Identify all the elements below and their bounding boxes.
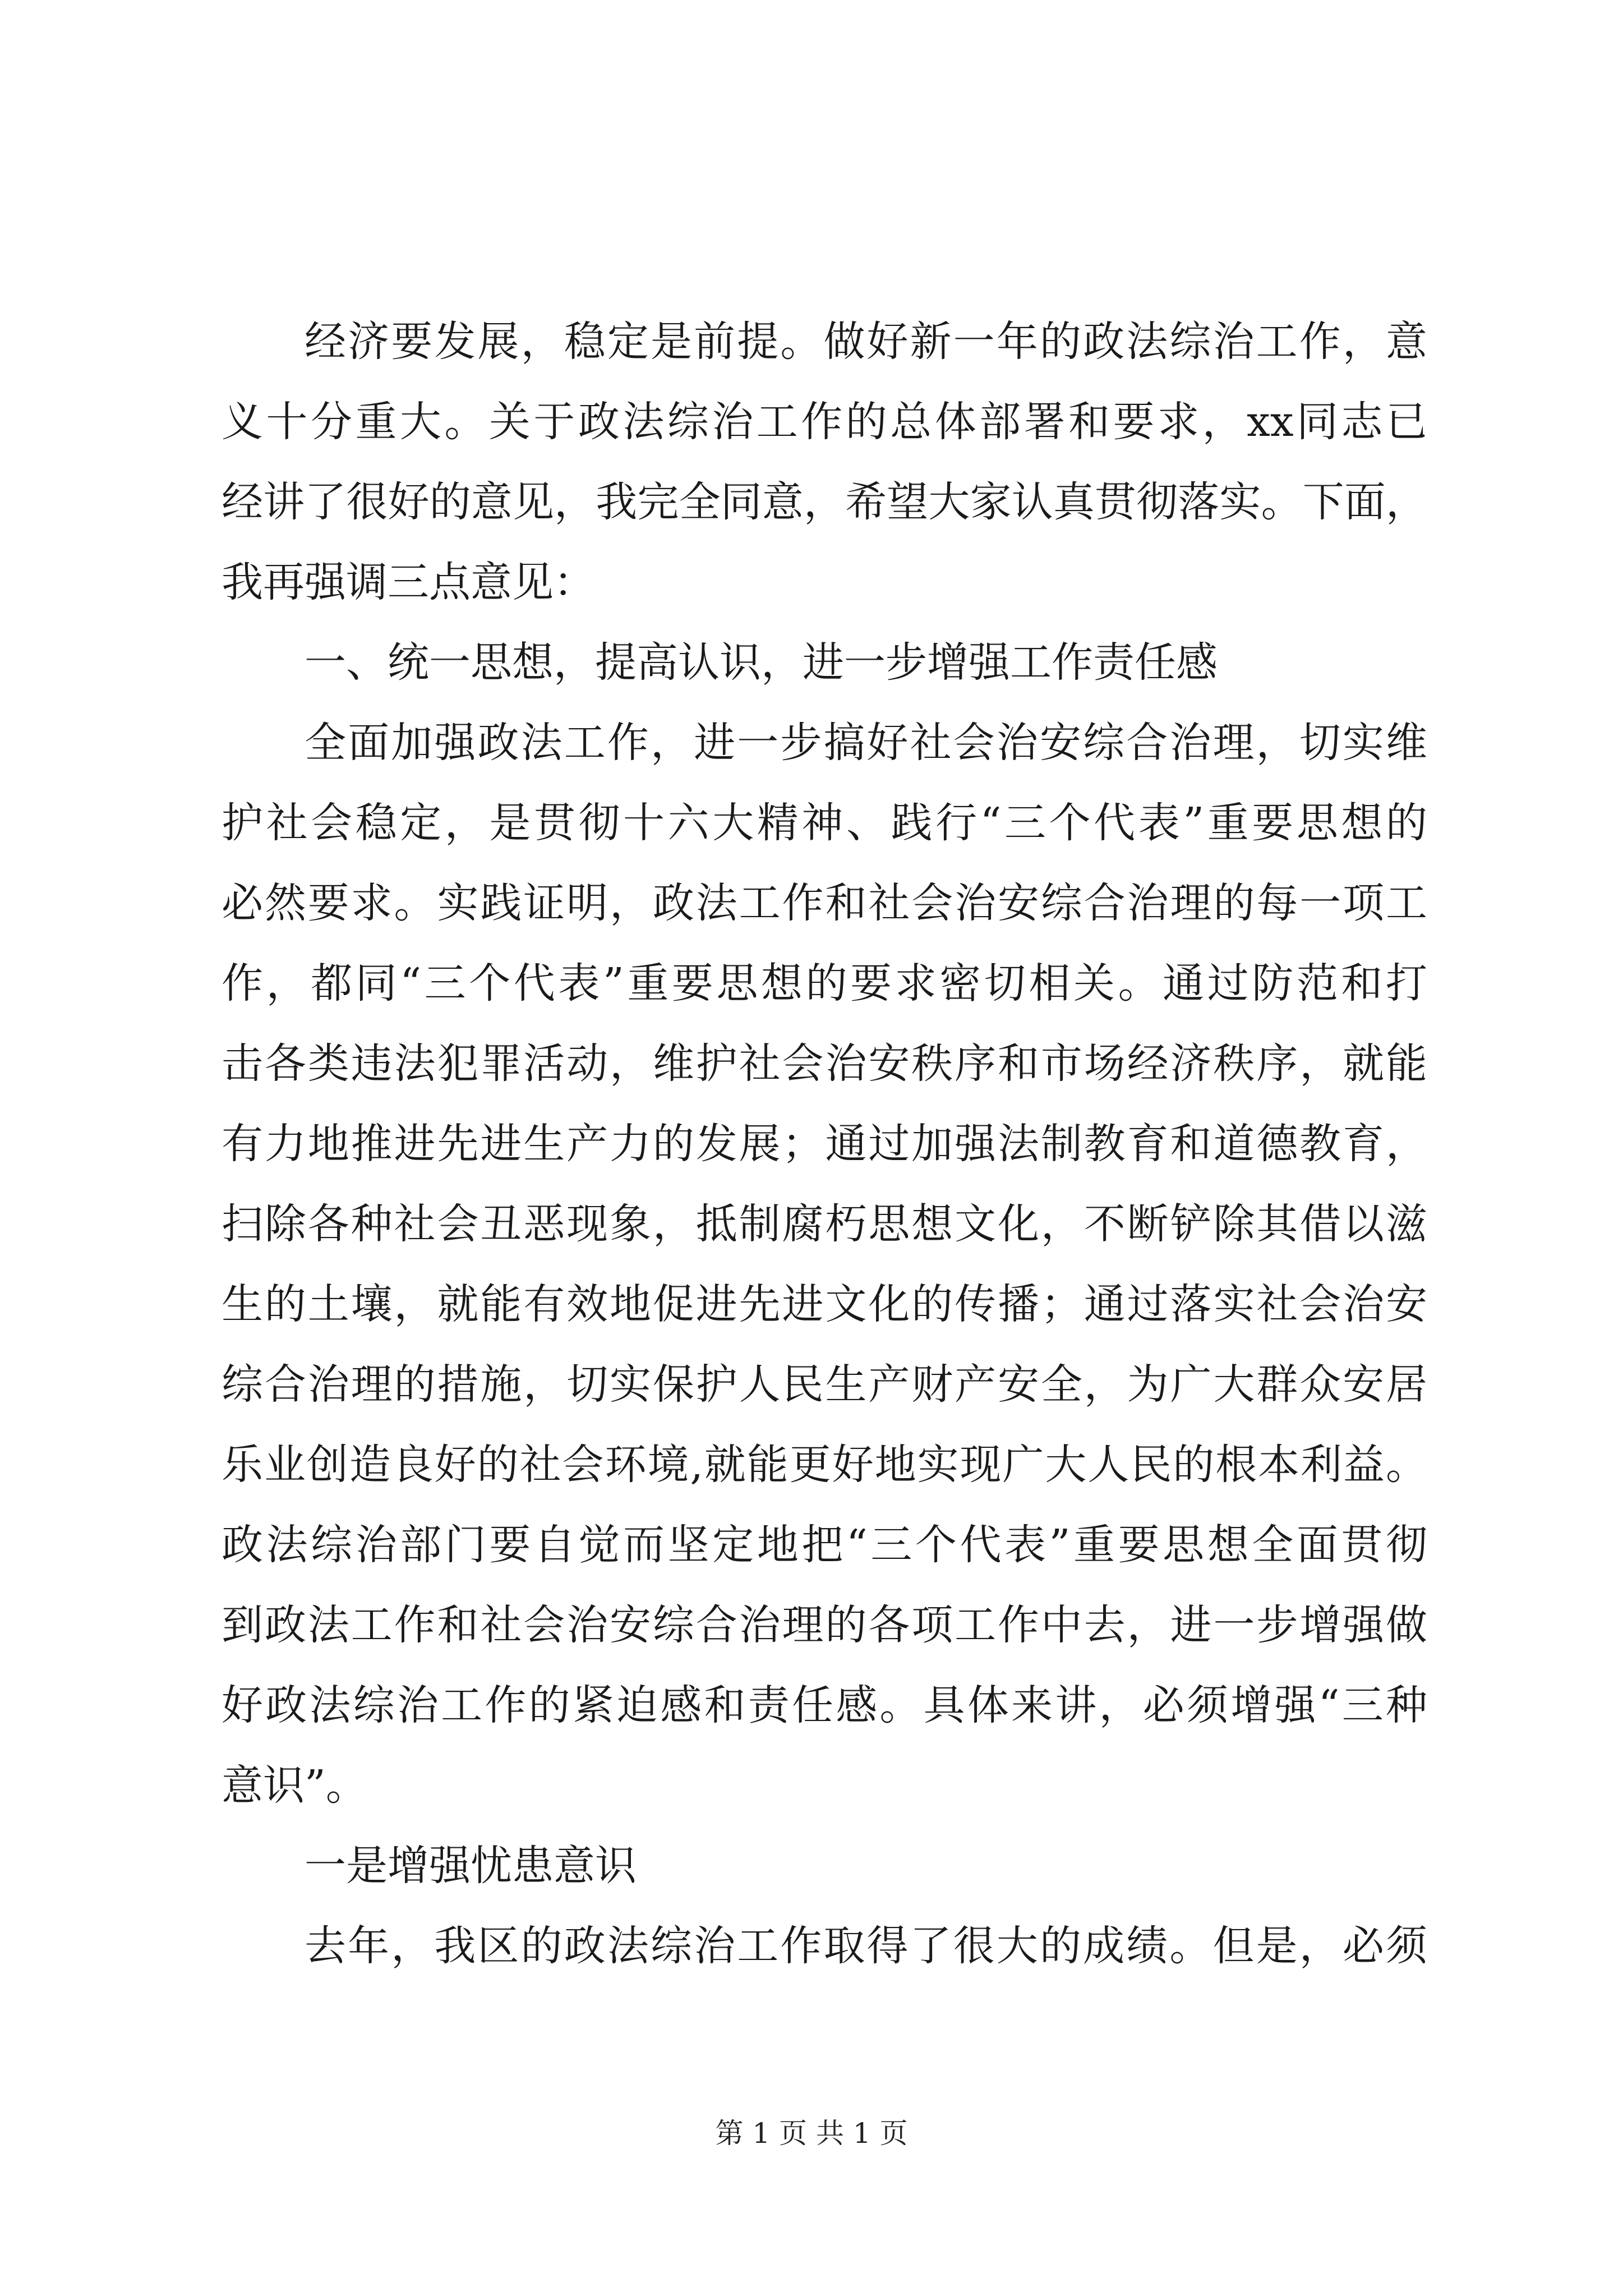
text-line: 好政法综治工作的紧迫感和责任感。具体来讲，必须增强“三种 bbox=[222, 1681, 1427, 1729]
text-line: 生的土壤，就能有效地促进先进文化的传播；通过落实社会治安 bbox=[222, 1280, 1427, 1328]
text-line: 我再强调三点意见： bbox=[222, 558, 595, 606]
text-line: 去年，我区的政法综治工作取得了很大的成绩。但是，必须 bbox=[305, 1922, 1427, 1970]
text-line: 全面加强政法工作，进一步搞好社会治安综合治理，切实维 bbox=[305, 719, 1427, 767]
text-line: 乐业创造良好的社会环境,就能更好地实现广大人民的根本利益。 bbox=[222, 1441, 1427, 1489]
text-line: 有力地推进先进生产力的发展；通过加强法制教育和道德教育， bbox=[222, 1120, 1427, 1168]
text-line: 经讲了很好的意见，我完全同意，希望大家认真贯彻落实。下面， bbox=[222, 478, 1427, 526]
document-body bbox=[222, 302, 1427, 1986]
text-line: 作，都同“三个代表”重要思想的要求密切相关。通过防范和打 bbox=[222, 959, 1427, 1007]
text-line: 义十分重大。关于政法综治工作的总体部署和要求，xx同志已 bbox=[222, 398, 1427, 446]
page-footer: 第 1 页 共 1 页 bbox=[715, 2117, 908, 2150]
text-line: 政法综治部门要自觉而坚定地把“三个代表”重要思想全面贯彻 bbox=[222, 1521, 1427, 1569]
text-line: 经济要发展，稳定是前提。做好新一年的政法综治工作，意 bbox=[305, 318, 1427, 366]
text-line: 击各类违法犯罪活动，维护社会治安秩序和市场经济秩序，就能 bbox=[222, 1039, 1427, 1088]
section-heading: 一、统一思想，提高认识，进一步增强工作责任感 bbox=[305, 638, 1218, 687]
text-line: 到政法工作和社会治安综合治理的各项工作中去，进一步增强做 bbox=[222, 1601, 1427, 1649]
text-line: 必然要求。实践证明，政法工作和社会治安综合治理的每一项工 bbox=[222, 879, 1427, 927]
subsection-heading: 一是增强忧患意识 bbox=[305, 1842, 637, 1890]
text-line: 扫除各种社会丑恶现象，抵制腐朽思想文化，不断铲除其借以滋 bbox=[222, 1200, 1427, 1248]
text-line: 意识”。 bbox=[222, 1761, 367, 1810]
text-line: 护社会稳定，是贯彻十六大精神、践行“三个代表”重要思想的 bbox=[222, 799, 1427, 847]
text-line: 综合治理的措施，切实保护人民生产财产安全，为广大群众安居 bbox=[222, 1360, 1427, 1409]
